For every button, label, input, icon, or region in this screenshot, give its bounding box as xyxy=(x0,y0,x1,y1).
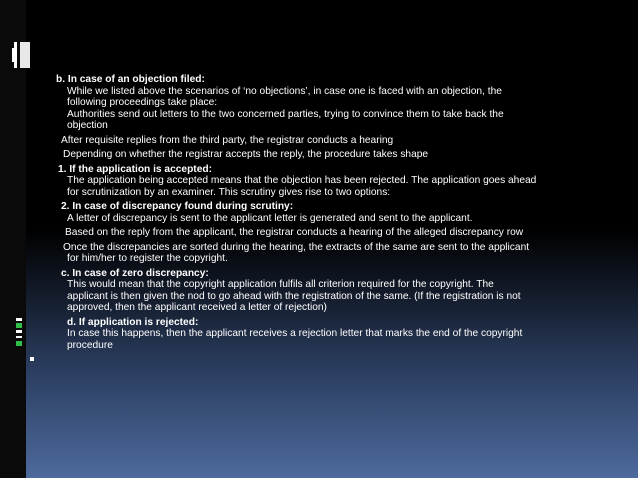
heading-zero-discrepancy: c. In case of zero discrepancy: xyxy=(61,267,209,279)
body-line: Once the discrepancies are sorted during the hearing, the extracts of the same are sent to the applicant xyxy=(63,241,530,253)
body-line: Depending on whether the registrar accepts the reply, the procedure takes shape xyxy=(63,149,429,160)
body-line: for scrutinization by an examiner. This scrutiny gives rise to two options: xyxy=(67,186,391,198)
heading-discrepancy-found: 2. In case of discrepancy found during scrutiny: xyxy=(61,201,294,212)
body-line: A letter of discrepancy is sent to the applicant letter is generated and sent to the applicant. xyxy=(67,212,473,224)
left-sidebar-decoration xyxy=(0,0,26,478)
slide-text-body xyxy=(56,74,628,351)
body-line: objection xyxy=(67,120,108,131)
decoration-block xyxy=(20,42,30,68)
body-line: While we listed above the scenarios of ‘no objections’, in case one is faced with an objection, the xyxy=(67,85,502,97)
body-line: Based on the reply from the applicant, the registrar conducts a hearing of the alleged discrepancy row xyxy=(65,227,524,238)
decoration-block xyxy=(12,48,14,62)
decoration-block xyxy=(14,42,17,68)
body-line: In case this happens, then the applicant receives a rejection letter that marks the end of the copyright xyxy=(67,328,523,339)
heading-application-accepted: 1. If the application is accepted: xyxy=(58,163,212,175)
decoration-stripe xyxy=(16,323,22,328)
decoration-stripe xyxy=(16,341,22,346)
heading-application-rejected: d. If application is rejected: xyxy=(67,316,199,328)
body-line: This would mean that the copyright application fulfils all criterion required for the copyright. The xyxy=(67,279,494,290)
decoration-stripe xyxy=(16,318,22,321)
bullet-marker xyxy=(30,357,34,361)
body-line: procedure xyxy=(67,339,113,351)
body-line: Authorities send out letters to the two concerned parties, trying to convince them to take back the xyxy=(67,108,504,120)
body-line: for him/her to register the copyright. xyxy=(67,253,228,264)
body-line: The application being accepted means that the objection has been rejected. The application goes ahead xyxy=(67,175,537,186)
body-line: approved, then the applicant received a letter of rejection) xyxy=(67,302,327,313)
body-line: following proceedings take place: xyxy=(67,97,218,108)
heading-objection-filed: b. In case of an objection filed: xyxy=(56,74,205,85)
decoration-stripe xyxy=(16,336,22,338)
body-line: applicant is then given the nod to go ahead with the registration of the same. (If the registration is not xyxy=(67,290,521,302)
body-line: After requisite replies from the third party, the registrar conducts a hearing xyxy=(61,134,394,146)
decoration-stripe xyxy=(16,330,22,333)
